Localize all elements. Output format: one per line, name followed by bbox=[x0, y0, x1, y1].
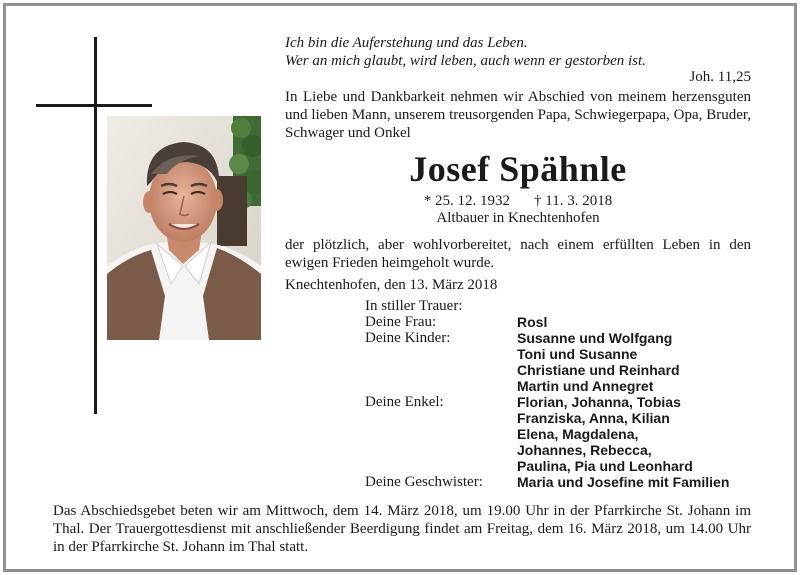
portrait-illustration bbox=[107, 116, 261, 340]
place-and-date: Knechtenhofen, den 13. März 2018 bbox=[285, 277, 498, 293]
mourners-list bbox=[365, 314, 765, 490]
mourning-header: In stiller Trauer: bbox=[365, 298, 463, 314]
passing-text: der plötzlich, aber wohlvorbereitet, nach einem erfüllten Leben in den ewigen Frieden heimgeholt wurde. bbox=[285, 237, 751, 271]
verse-reference: Joh. 11,25 bbox=[689, 69, 751, 85]
mourner-name: Elena, Magdalena, bbox=[517, 426, 639, 442]
cross-vertical-bar bbox=[94, 37, 97, 414]
mourner-group-label: Deine Enkel: bbox=[365, 394, 444, 410]
deceased-name: Josef Spähnle bbox=[409, 149, 627, 189]
mourner-group-grandchildren bbox=[365, 394, 765, 474]
verse-line-1: Ich bin die Auferstehung und das Leben. bbox=[285, 35, 528, 51]
mourner-name: Maria und Josefine mit Familien bbox=[517, 474, 730, 490]
mourner-names bbox=[517, 474, 729, 490]
birth-date: * 25. 12. 1932 bbox=[423, 193, 511, 209]
mourner-names bbox=[517, 394, 693, 474]
mourner-group-children bbox=[365, 330, 765, 394]
mourner-name: Toni und Susanne bbox=[517, 346, 638, 362]
mourner-names bbox=[517, 314, 547, 330]
mourner-group-label: Deine Frau: bbox=[365, 314, 437, 330]
mourner-name: Johannes, Rebecca, bbox=[517, 442, 652, 458]
mourner-group-label: Deine Geschwister: bbox=[365, 474, 483, 490]
mourner-name: Franziska, Anna, Kilian bbox=[517, 410, 670, 426]
mourner-name: Susanne und Wolfgang bbox=[517, 330, 673, 346]
death-date: † 11. 3. 2018 bbox=[534, 193, 613, 209]
mourner-names bbox=[517, 330, 680, 394]
verse-line-2: Wer an mich glaubt, wird leben, auch wenn er gestorben ist. bbox=[285, 53, 646, 69]
obituary-card bbox=[3, 3, 797, 572]
occupation: Altbauer in Knechtenhofen bbox=[436, 210, 600, 226]
intro-text: In Liebe und Dankbarkeit nehmen wir Abschied von meinem herzensguten und lieben Mann, unserem treusorgenden Papa, Schwiegerpapa, Opa, Bruder, Schwager und Onkel bbox=[285, 89, 751, 141]
portrait-photo bbox=[107, 116, 261, 340]
mourner-name: Christiane und Reinhard bbox=[517, 362, 680, 378]
mourner-group-label: Deine Kinder: bbox=[365, 330, 451, 346]
mourner-group-spouse bbox=[365, 314, 765, 330]
funeral-service-info: Das Abschiedsgebet beten wir am Mittwoch, dem 14. März 2018, um 19.00 Uhr in der Pfarrkirche St. Johann im Thal. Der Trauergottesdienst mit anschließender Beerdigung findet am Freitag, dem 16. März 2018, um 14.00 Uhr in der Pfarrkirche St. Johann im Thal statt. bbox=[53, 503, 751, 555]
mourner-name: Rosl bbox=[517, 314, 548, 330]
mourner-group-siblings bbox=[365, 474, 765, 490]
mourner-name: Florian, Johanna, Tobias bbox=[517, 394, 681, 410]
cross-horizontal-bar bbox=[36, 104, 152, 107]
mourner-name: Martin und Annegret bbox=[517, 378, 654, 394]
bible-verse bbox=[285, 34, 751, 70]
mourner-name: Paulina, Pia und Leonhard bbox=[517, 458, 693, 474]
life-dates bbox=[285, 192, 751, 210]
